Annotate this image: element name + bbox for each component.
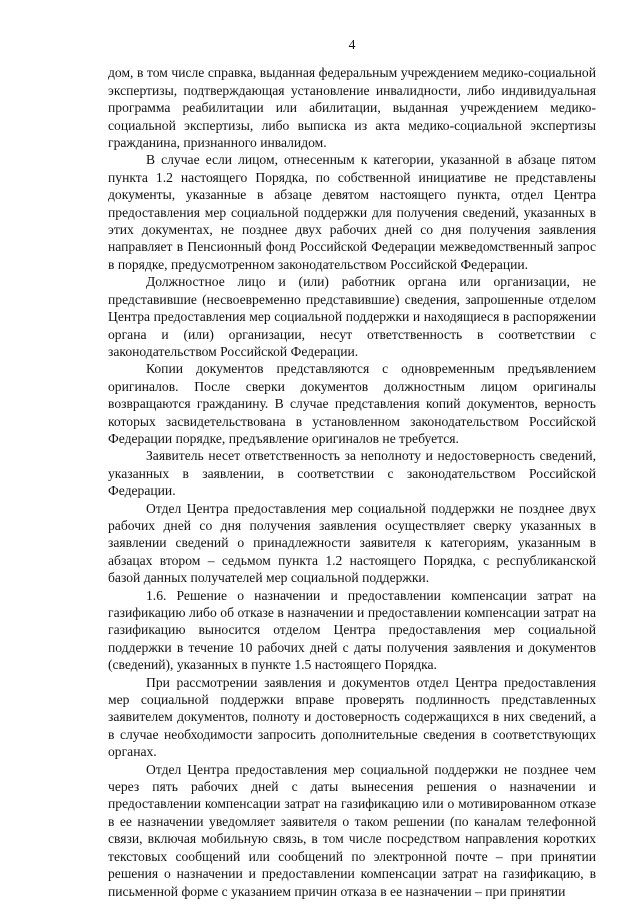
document-page <box>108 36 596 900</box>
paragraph-official-responsibility: Должностное лицо и (или) работник органа или организации, не представившие (несвоевременно представившие) сведения, запрошенные отделом Центра предоставления мер социальной поддержки и находящиеся в распоряжении органа и (или) организации, несут ответственность в соответствии с законодательством Российской Федерации. <box>108 274 596 359</box>
paragraph-applicant-responsibility: Заявитель несет ответственность за неполноту и недостоверность сведений, указанных в заявлении, в соответствии с законодательством Российской Федерации. <box>108 448 596 499</box>
paragraph-applicant-notification: Отдел Центра предоставления мер социальной поддержки не позднее чем через пять рабочих дней с даты вынесения решения о назначении и предоставлении компенсации затрат на газификацию или о мотивированном отказе в ее назначении уведомляет заявителя о таком решении (по каналам телефонной связи, включая мобильную связь, в том числе посредством направления коротких текстовых сообщений или сообщений по электронной почте – при принятии решения о назначении и предоставлении компенсации затрат на газификацию, в письменной форме с указанием причин отказа в ее назначении – при принятии <box>108 761 596 899</box>
paragraph-category-verification: Отдел Центра предоставления мер социальной поддержки не позднее двух рабочих дней со дня получения заявления осуществляет сверку указанных в заявлении сведений о принадлежности заявителя к категориям, указанным в абзацах втором – седьмом пункта 1.2 настоящего Порядка, с республиканской базой данных получателей мер социальной поддержки. <box>108 500 596 586</box>
paragraph-interagency-request: В случае если лицом, отнесенным к категории, указанной в абзаце пятом пункта 1.2 настоящего Порядка, по собственной инициативе не представлены документы, указанные в абзаце девятом настоящего пункта, отдел Центра предоставления мер социальной поддержки для получения сведений, указанных в этих документах, не позднее двух рабочих дней со дня получения заявления направляет в Пенсионный фонд Российской Федерации межведомственный запрос в порядке, предусмотренном законодательством Российской Федерации. <box>108 152 596 272</box>
paragraph-document-list-continuation: дом, в том числе справка, выданная федеральным учреждением медико-социальной экспертизы, подтверждающая установление инвалидности, либо индивидуальная программа реабилитации или абилитации, выданная учреждением медико-социальной экспертизы, либо выписка из акта медико-социальной экспертизы гражданина, признанного инвалидом. <box>108 65 596 151</box>
paragraph-section-1-6-decision: 1.6. Решение о назначении и предоставлении компенсации затрат на газификацию либо об отказе в назначении и предоставлении компенсации затрат на газификацию выносится отделом Центра предоставления мер социальной поддержки в течение 10 рабочих дней с даты получения заявления и документов (сведений), указанных в пункте 1.5 настоящего Порядка. <box>108 587 596 673</box>
page-number: 4 <box>348 37 356 52</box>
paragraph-document-review: При рассмотрении заявления и документов отдел Центра предоставления мер социальной поддержки вправе проверять подлинность представленных заявителем документов, полноту и достоверность содержащихся в них сведений, а в случае необходимости запросить дополнительные сведения в соответствующих органах. <box>108 674 596 760</box>
paragraph-document-copies: Копии документов представляются с одновременным предъявлением оригиналов. После сверки документов должностным лицом оригиналы возвращаются гражданину. В случае представления копий документов, верность которых засвидетельствована в установленном законодательством Российской Федерации порядке, предъявление оригиналов не требуется. <box>108 361 596 446</box>
